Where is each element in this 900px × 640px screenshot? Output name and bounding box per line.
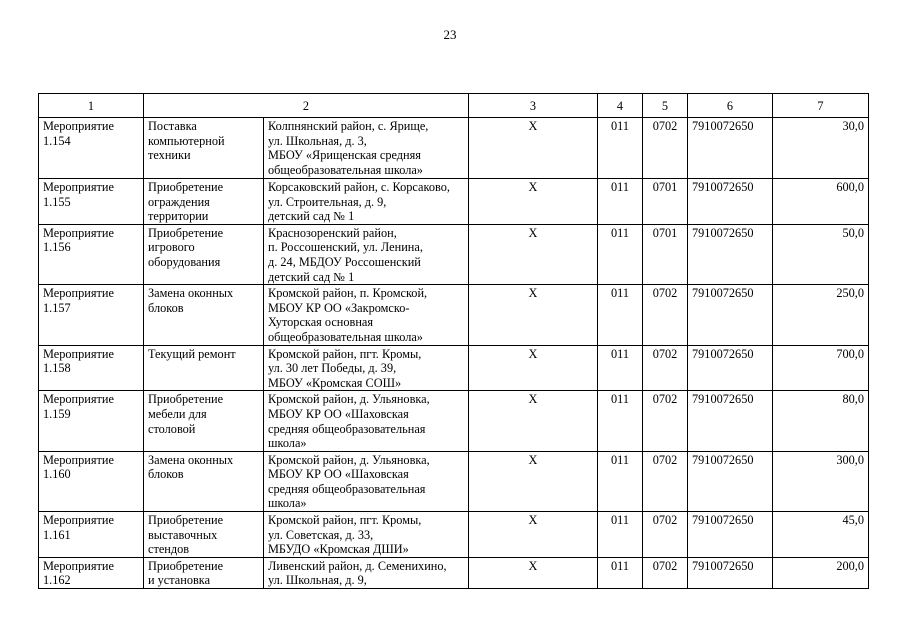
- code2-cell: 0702: [643, 118, 688, 179]
- header-col-5: 5: [643, 94, 688, 118]
- mark-cell: X: [469, 512, 598, 558]
- event-cell: Мероприятие 1.155: [39, 179, 144, 225]
- header-col-3: 3: [469, 94, 598, 118]
- code3-cell: 7910072650: [688, 285, 773, 345]
- code3-cell: 7910072650: [688, 224, 773, 284]
- code3-cell: 7910072650: [688, 451, 773, 511]
- event-cell: Мероприятие 1.162: [39, 557, 144, 588]
- event-cell: Мероприятие 1.159: [39, 391, 144, 451]
- item-cell: Приобретение игрового оборудования: [144, 224, 264, 284]
- amount-cell: 300,0: [773, 451, 869, 511]
- mark-cell: X: [469, 118, 598, 179]
- code1-cell: 011: [598, 557, 643, 588]
- code2-cell: 0701: [643, 224, 688, 284]
- event-cell: Мероприятие 1.160: [39, 451, 144, 511]
- mark-cell: X: [469, 391, 598, 451]
- address-cell: Краснозоренский район, п. Россошенский, ул. Ленина, д. 24, МБДОУ Россошенский детский сад № 1: [264, 224, 469, 284]
- code1-cell: 011: [598, 224, 643, 284]
- code3-cell: 7910072650: [688, 179, 773, 225]
- table-row: [39, 391, 869, 451]
- item-cell: Приобретение ограждения территории: [144, 179, 264, 225]
- item-cell: Приобретение и установка: [144, 557, 264, 588]
- code1-cell: 011: [598, 391, 643, 451]
- code2-cell: 0702: [643, 345, 688, 391]
- page-number: 23: [443, 27, 457, 42]
- mark-cell: X: [469, 557, 598, 588]
- item-cell: Текущий ремонт: [144, 345, 264, 391]
- table-row: [39, 285, 869, 345]
- item-cell: Приобретение мебели для столовой: [144, 391, 264, 451]
- address-cell: Колпнянский район, с. Ярище, ул. Школьная, д. 3, МБОУ «Ярищенская средняя общеобразовательная школа»: [264, 118, 469, 179]
- code3-cell: 7910072650: [688, 345, 773, 391]
- code2-cell: 0702: [643, 391, 688, 451]
- code2-cell: 0702: [643, 451, 688, 511]
- amount-cell: 50,0: [773, 224, 869, 284]
- code1-cell: 011: [598, 179, 643, 225]
- address-cell: Кромской район, д. Ульяновка, МБОУ КР ОО «Шаховская средняя общеобразовательная школа»: [264, 391, 469, 451]
- mark-cell: X: [469, 224, 598, 284]
- address-cell: Кромской район, пгт. Кромы, ул. 30 лет Победы, д. 39, МБОУ «Кромская СОШ»: [264, 345, 469, 391]
- code1-cell: 011: [598, 512, 643, 558]
- event-cell: Мероприятие 1.156: [39, 224, 144, 284]
- code1-cell: 011: [598, 451, 643, 511]
- mark-cell: X: [469, 179, 598, 225]
- amount-cell: 250,0: [773, 285, 869, 345]
- amount-cell: 45,0: [773, 512, 869, 558]
- code2-cell: 0702: [643, 512, 688, 558]
- code3-cell: 7910072650: [688, 512, 773, 558]
- event-cell: Мероприятие 1.157: [39, 285, 144, 345]
- item-cell: Поставка компьютерной техники: [144, 118, 264, 179]
- code1-cell: 011: [598, 118, 643, 179]
- event-cell: Мероприятие 1.161: [39, 512, 144, 558]
- amount-cell: 30,0: [773, 118, 869, 179]
- table-row: [39, 224, 869, 284]
- code3-cell: 7910072650: [688, 557, 773, 588]
- item-cell: Замена оконных блоков: [144, 285, 264, 345]
- event-cell: Мероприятие 1.154: [39, 118, 144, 179]
- item-cell: Замена оконных блоков: [144, 451, 264, 511]
- event-cell: Мероприятие 1.158: [39, 345, 144, 391]
- table-row: [39, 118, 869, 179]
- table-row: [39, 451, 869, 511]
- header-col-7: 7: [773, 94, 869, 118]
- table-header-row: [39, 94, 869, 118]
- code2-cell: 0702: [643, 285, 688, 345]
- header-col-2: 2: [144, 94, 469, 118]
- mark-cell: X: [469, 285, 598, 345]
- item-cell: Приобретение выставочных стендов: [144, 512, 264, 558]
- header-col-6: 6: [688, 94, 773, 118]
- code3-cell: 7910072650: [688, 118, 773, 179]
- amount-cell: 80,0: [773, 391, 869, 451]
- code2-cell: 0702: [643, 557, 688, 588]
- amount-cell: 600,0: [773, 179, 869, 225]
- address-cell: Ливенский район, д. Семенихино, ул. Школьная, д. 9,: [264, 557, 469, 588]
- header-col-4: 4: [598, 94, 643, 118]
- address-cell: Кромской район, п. Кромской, МБОУ КР ОО «Закромско- Хуторская основная общеобразовательная школа»: [264, 285, 469, 345]
- header-col-1: 1: [39, 94, 144, 118]
- table-row: [39, 557, 869, 588]
- code2-cell: 0701: [643, 179, 688, 225]
- table-row: [39, 512, 869, 558]
- address-cell: Кромской район, д. Ульяновка, МБОУ КР ОО «Шаховская средняя общеобразовательная школа»: [264, 451, 469, 511]
- mark-cell: X: [469, 451, 598, 511]
- address-cell: Кромской район, пгт. Кромы, ул. Советская, д. 33, МБУДО «Кромская ДШИ»: [264, 512, 469, 558]
- table-row: [39, 345, 869, 391]
- code1-cell: 011: [598, 345, 643, 391]
- code3-cell: 7910072650: [688, 391, 773, 451]
- amount-cell: 700,0: [773, 345, 869, 391]
- mark-cell: X: [469, 345, 598, 391]
- code1-cell: 011: [598, 285, 643, 345]
- budget-table: [38, 93, 869, 589]
- amount-cell: 200,0: [773, 557, 869, 588]
- address-cell: Корсаковский район, с. Корсаково, ул. Строительная, д. 9, детский сад № 1: [264, 179, 469, 225]
- table-row: [39, 179, 869, 225]
